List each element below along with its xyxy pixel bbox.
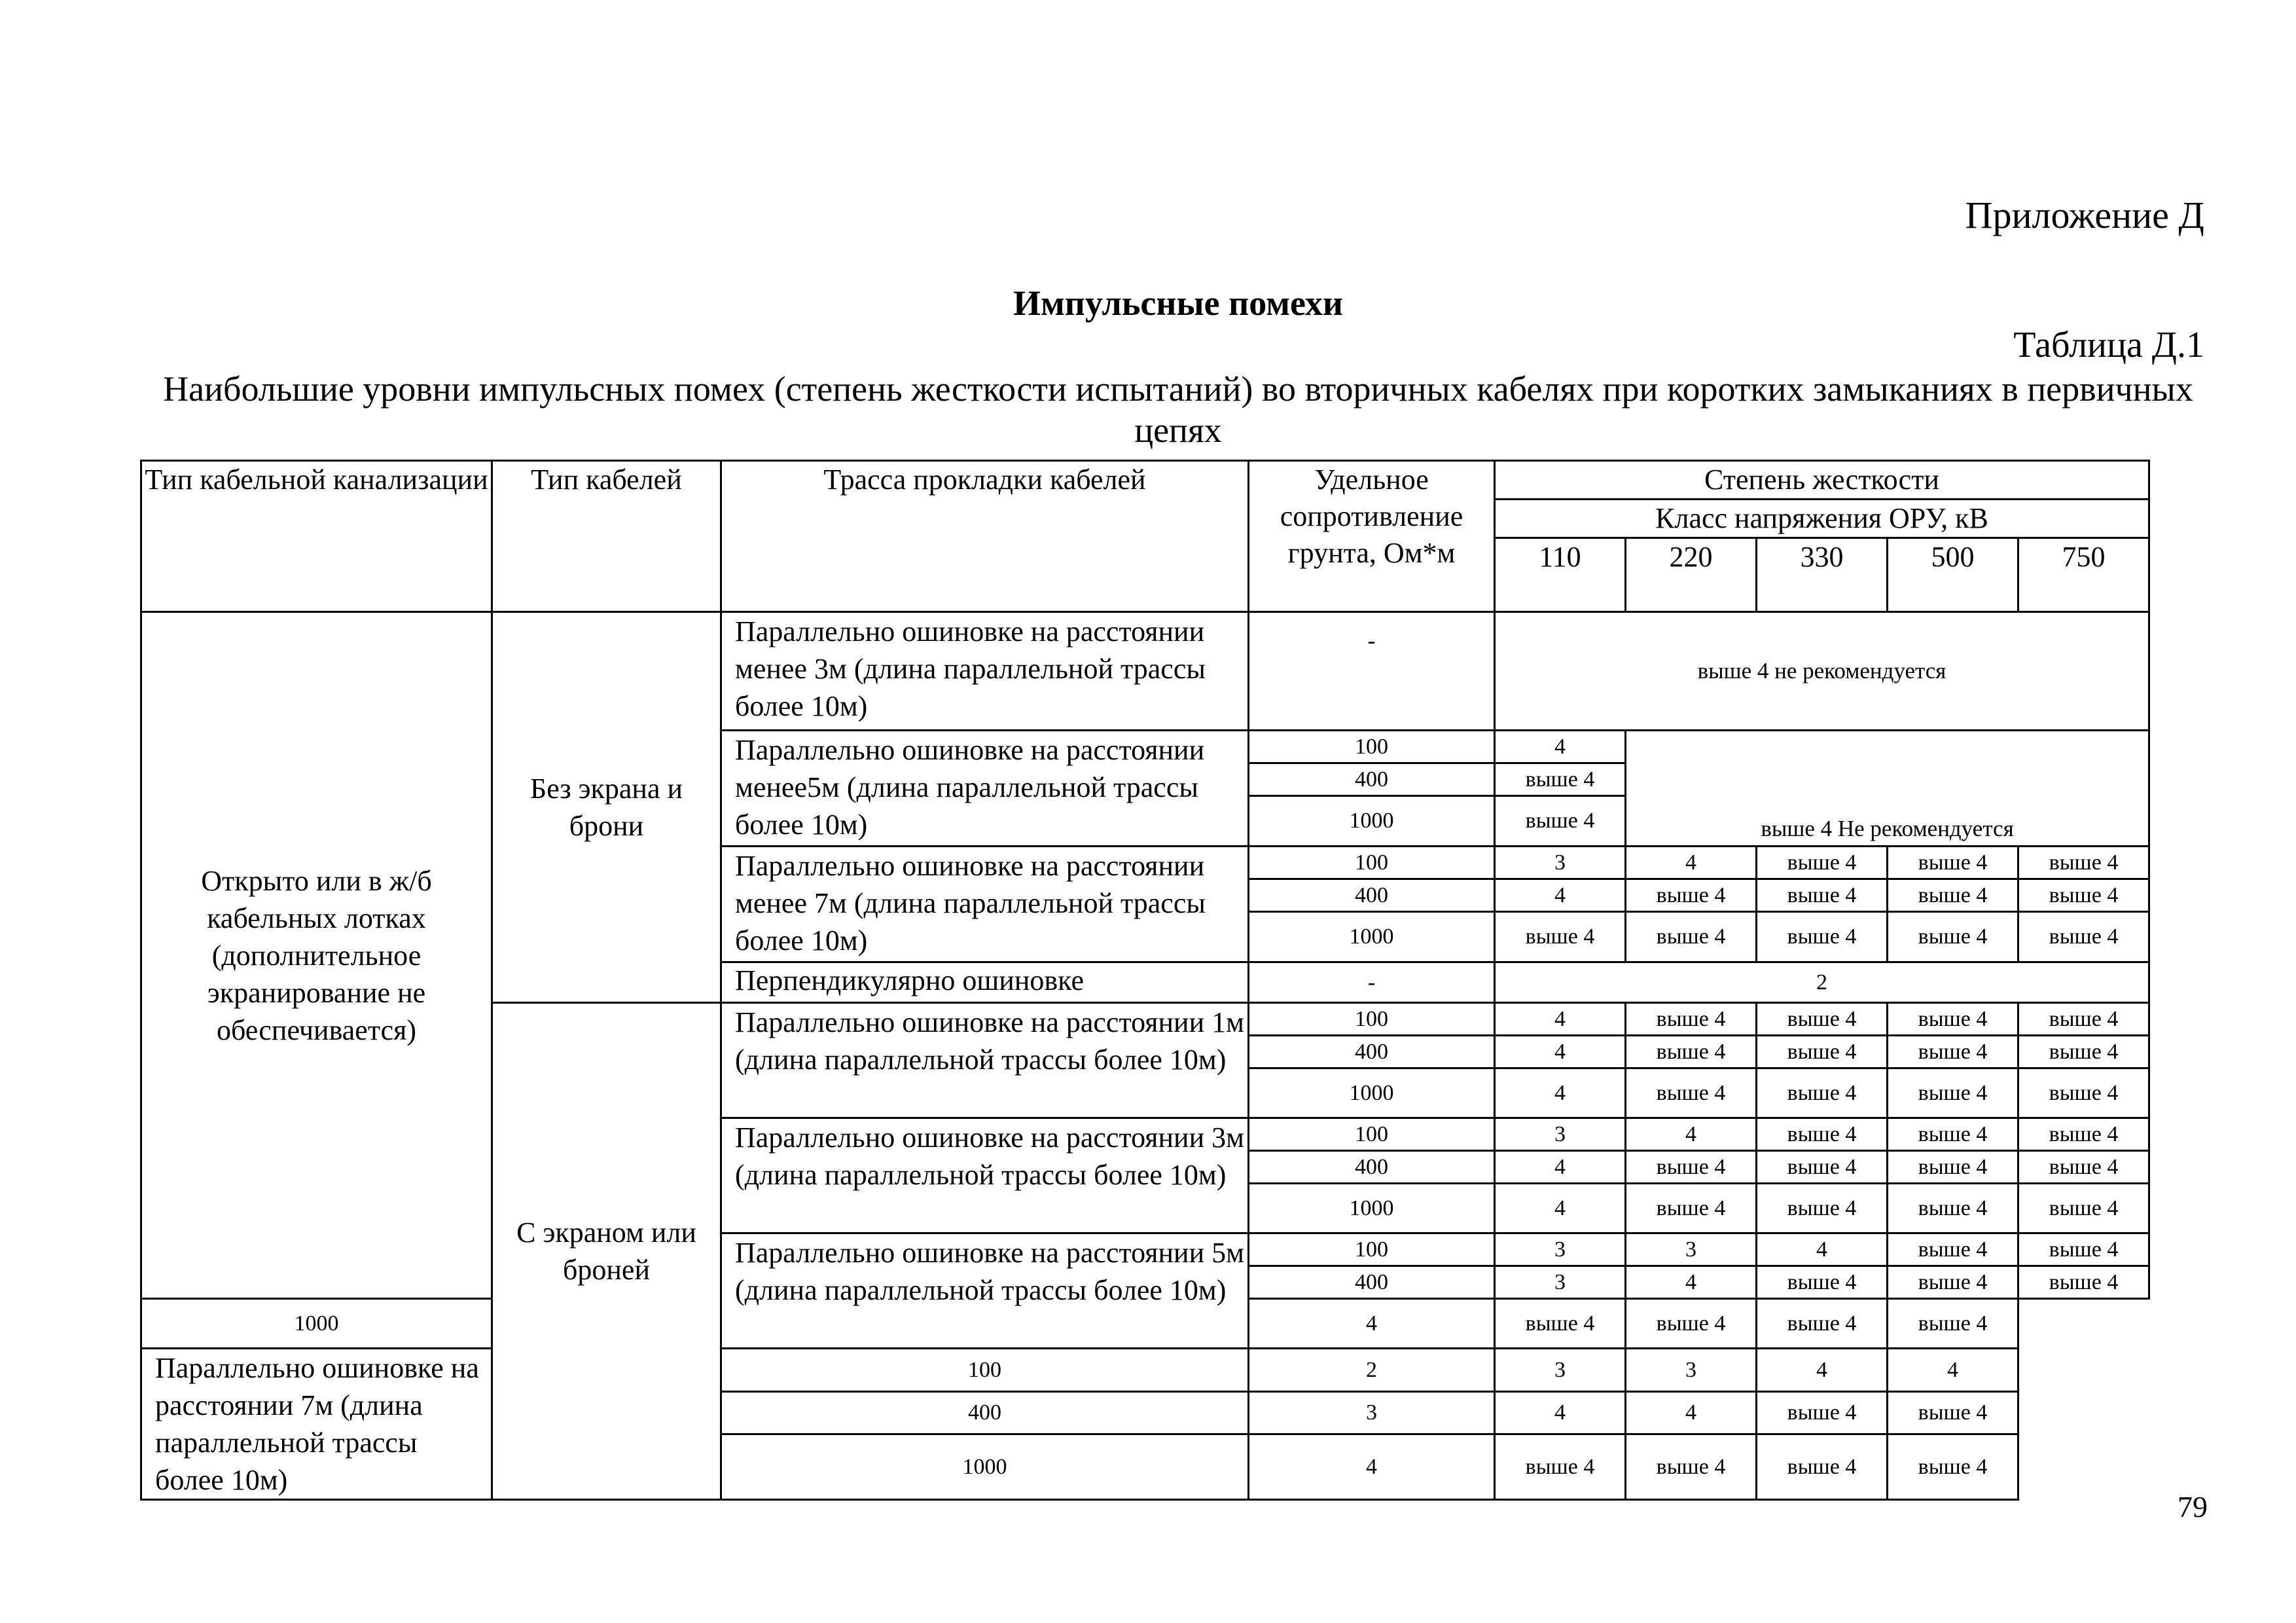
resistivity-cell: 100	[1249, 731, 1495, 763]
header-voltage-330: 330	[1757, 538, 1888, 612]
channel-type-cell: Открыто или в ж/б кабельных лотках (дополнительное экранирование не обеспечивается)	[141, 612, 492, 1299]
route-cell: Параллельно ошиновке на расстоянии 7м (длина параллельной трассы более 10м)	[141, 1349, 492, 1500]
severity-cell: 3	[1626, 1349, 1757, 1392]
severity-cell: 4	[1495, 1184, 1626, 1233]
table-label: Таблица Д.1	[2013, 325, 2204, 365]
header-channel-type: Тип кабельной канализации	[141, 461, 492, 612]
severity-cell: выше 4	[1495, 912, 1626, 962]
severity-cell: выше 4	[2018, 1036, 2149, 1068]
severity-cell: выше 4	[2018, 912, 2149, 962]
severity-cell: выше 4	[1888, 1391, 2018, 1434]
severity-cell: выше 4	[1495, 1434, 1626, 1500]
resistivity-cell: -	[1249, 962, 1495, 1003]
header-voltage-750: 750	[2018, 538, 2149, 612]
resistivity-cell: 100	[1249, 1118, 1495, 1151]
severity-cell: выше 4	[1626, 912, 1757, 962]
resistivity-cell: 100	[1249, 1003, 1495, 1036]
merged-severity-cell: 2	[1495, 962, 2149, 1003]
severity-cell: выше 4	[1888, 1299, 2018, 1349]
interference-table	[140, 460, 2150, 1501]
severity-cell: выше 4	[2018, 1184, 2149, 1233]
header-voltage-110: 110	[1495, 538, 1626, 612]
header-route: Трасса прокладки кабелей	[721, 461, 1249, 612]
severity-cell: выше 4	[1626, 1151, 1757, 1184]
severity-cell: выше 4	[1626, 1003, 1757, 1036]
resistivity-cell: 100	[721, 1349, 1249, 1392]
severity-cell: 4	[1249, 1299, 1495, 1349]
severity-cell: выше 4	[1757, 1068, 1888, 1118]
header-voltage-500: 500	[1888, 538, 2018, 612]
severity-cell: 4	[1249, 1434, 1495, 1500]
severity-cell: выше 4	[2018, 879, 2149, 912]
severity-cell: 4	[1626, 1266, 1757, 1299]
severity-cell: выше 4	[1757, 1151, 1888, 1184]
resistivity-cell: 400	[1249, 1151, 1495, 1184]
severity-cell: 4	[1495, 879, 1626, 912]
resistivity-cell: 1000	[1249, 912, 1495, 962]
severity-cell: выше 4	[2018, 1233, 2149, 1266]
header-voltage-220: 220	[1626, 538, 1757, 612]
severity-cell: выше 4	[1888, 1151, 2018, 1184]
severity-cell: 4	[1495, 731, 1626, 763]
severity-cell: выше 4	[1888, 1233, 2018, 1266]
severity-cell: выше 4	[2018, 1266, 2149, 1299]
severity-cell: 4	[1757, 1233, 1888, 1266]
resistivity-cell: 400	[1249, 1036, 1495, 1068]
route-cell: Параллельно ошиновке на расстоянии 1м (длина параллельной трассы более 10м)	[721, 1003, 1249, 1118]
resistivity-cell: 1000	[1249, 1184, 1495, 1233]
severity-cell: 3	[1495, 1349, 1626, 1392]
resistivity-cell: 1000	[1249, 1068, 1495, 1118]
severity-cell: 4	[1495, 1151, 1626, 1184]
resistivity-cell: 1000	[721, 1434, 1249, 1500]
severity-cell: 3	[1626, 1233, 1757, 1266]
header-voltage-class: Класс напряжения ОРУ, кВ	[1495, 500, 2149, 538]
resistivity-cell: 400	[1249, 763, 1495, 796]
severity-cell: 4	[1495, 1003, 1626, 1036]
resistivity-cell: 100	[1249, 1233, 1495, 1266]
severity-cell: 3	[1495, 1233, 1626, 1266]
appendix-label: Приложение Д	[1965, 194, 2204, 236]
merged-severity-cell: выше 4 Не рекомендуется	[1626, 731, 2149, 847]
table-caption: Наибольшие уровни импульсных помех (степень жесткости испытаний) во вторичных кабелях при коротких замыканиях в первичных цепях	[163, 369, 2193, 450]
route-cell: Параллельно ошиновке на расстоянии менее5м (длина параллельной трассы более 10м)	[721, 731, 1249, 847]
severity-cell: выше 4	[2018, 1151, 2149, 1184]
page-number: 79	[2178, 1490, 2208, 1523]
severity-cell: выше 4	[1495, 796, 1626, 847]
severity-cell: выше 4	[1626, 1434, 1757, 1500]
merged-severity-cell: выше 4 не рекомендуется	[1495, 612, 2149, 731]
severity-cell: 3	[1495, 1118, 1626, 1151]
route-cell: Параллельно ошиновке на расстоянии 5м (длина параллельной трассы более 10м)	[721, 1233, 1249, 1349]
severity-cell: выше 4	[1888, 1434, 2018, 1500]
resistivity-cell: 100	[1249, 847, 1495, 879]
severity-cell: выше 4	[1626, 879, 1757, 912]
header-resistivity: Удельное сопротивление грунта, Ом*м	[1249, 461, 1495, 612]
severity-cell: выше 4	[1888, 1266, 2018, 1299]
severity-cell: выше 4	[2018, 1118, 2149, 1151]
severity-cell: выше 4	[1757, 1003, 1888, 1036]
severity-cell: выше 4	[1757, 1434, 1888, 1500]
cable-type-unshielded: Без экрана и брони	[492, 612, 721, 1003]
severity-cell: выше 4	[2018, 1068, 2149, 1118]
severity-cell: выше 4	[1757, 847, 1888, 879]
page-title: Импульсные помехи	[1013, 283, 1343, 323]
severity-cell: выше 4	[1757, 1118, 1888, 1151]
severity-cell: выше 4	[1888, 1068, 2018, 1118]
severity-cell: выше 4	[1626, 1184, 1757, 1233]
header-cable-type: Тип кабелей	[492, 461, 721, 612]
severity-cell: 4	[1888, 1349, 2018, 1392]
severity-cell: выше 4	[1888, 1036, 2018, 1068]
severity-cell: выше 4	[1495, 1299, 1626, 1349]
severity-cell: выше 4	[1495, 763, 1626, 796]
severity-cell: выше 4	[1888, 879, 2018, 912]
route-cell: Перпендикулярно ошиновке	[721, 962, 1249, 1003]
cable-type-shielded: С экраном или броней	[492, 1003, 721, 1500]
severity-cell: выше 4	[1757, 1266, 1888, 1299]
severity-cell: выше 4	[2018, 847, 2149, 879]
severity-cell: выше 4	[1888, 1184, 2018, 1233]
header-severity: Степень жесткости	[1495, 461, 2149, 500]
route-cell: Параллельно ошиновке на расстоянии менее 7м (длина параллельной трассы более 10м)	[721, 847, 1249, 962]
severity-cell: выше 4	[2018, 1003, 2149, 1036]
severity-cell: выше 4	[1626, 1068, 1757, 1118]
resistivity-cell: 400	[1249, 1266, 1495, 1299]
severity-cell: выше 4	[1757, 1299, 1888, 1349]
severity-cell: выше 4	[1757, 1036, 1888, 1068]
resistivity-cell: -	[1249, 612, 1495, 731]
severity-cell: 4	[1495, 1036, 1626, 1068]
severity-cell: 3	[1495, 1266, 1626, 1299]
resistivity-cell: 1000	[141, 1299, 492, 1349]
severity-cell: 4	[1626, 1391, 1757, 1434]
severity-cell: 4	[1495, 1068, 1626, 1118]
severity-cell: выше 4	[1757, 879, 1888, 912]
severity-cell: выше 4	[1757, 1391, 1888, 1434]
severity-cell: выше 4	[1757, 1184, 1888, 1233]
severity-cell: 3	[1495, 847, 1626, 879]
resistivity-cell: 400	[1249, 879, 1495, 912]
severity-cell: 4	[1495, 1391, 1626, 1434]
severity-cell: 3	[1249, 1391, 1495, 1434]
severity-cell: 2	[1249, 1349, 1495, 1392]
resistivity-cell: 1000	[1249, 796, 1495, 847]
severity-cell: выше 4	[1626, 1299, 1757, 1349]
severity-cell: выше 4	[1888, 912, 2018, 962]
route-cell: Параллельно ошиновке на расстоянии 3м (длина параллельной трассы более 10м)	[721, 1118, 1249, 1233]
severity-cell: 4	[1757, 1349, 1888, 1392]
severity-cell: выше 4	[1757, 912, 1888, 962]
severity-cell: выше 4	[1888, 1118, 2018, 1151]
severity-cell: выше 4	[1626, 1036, 1757, 1068]
route-cell: Параллельно ошиновке на расстоянии менее 3м (длина параллельной трассы более 10м)	[721, 612, 1249, 731]
severity-cell: 4	[1626, 847, 1757, 879]
severity-cell: 4	[1626, 1118, 1757, 1151]
severity-cell: выше 4	[1888, 1003, 2018, 1036]
severity-cell: выше 4	[1888, 847, 2018, 879]
resistivity-cell: 400	[721, 1391, 1249, 1434]
